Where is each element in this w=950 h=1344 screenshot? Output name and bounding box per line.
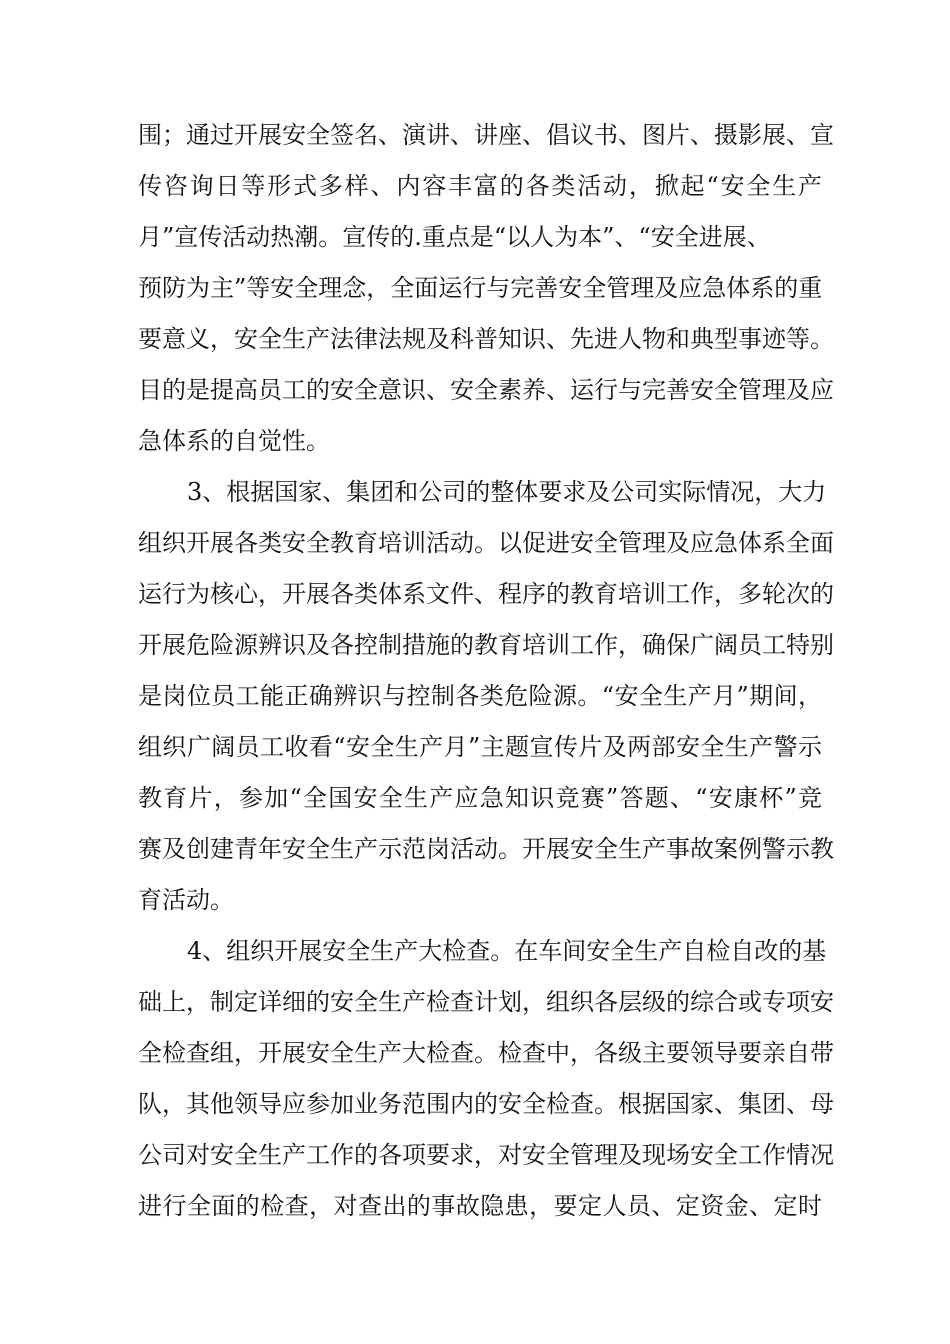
text-line: 预防为主”等安全理念，全面运行与完善安全管理及应急体系的重	[138, 274, 823, 302]
text-line: 教育片，参加“全国安全生产应急知识竞赛”答题、“安康杯”竞	[138, 784, 822, 812]
paragraph-3-first-line: 3、根据国家、集团和公司的整体要求及公司实际情况，大力	[187, 478, 827, 506]
text-line: 是岗位员工能正确辨识与控制各类危险源。“安全生产月”期间，	[138, 682, 822, 710]
text-line: 赛及创建青年安全生产示范岗活动。开展安全生产事故案例警示教	[138, 835, 834, 863]
paragraph-4-first-line: 4、组织开展安全生产大检查。在车间安全生产自检自改的基	[187, 937, 827, 965]
text-line: 传咨询日等形式多样、内容丰富的各类活动，掀起“安全生产	[138, 172, 822, 200]
text-line: 急体系的自觉性。	[138, 427, 330, 455]
text-line: 月”宣传活动热潮。宣传的.重点是“以人为本”、“安全进展、	[138, 223, 771, 251]
text-line: 组织广阔员工收看“安全生产月”主题宣传片及两部安全生产警示	[138, 733, 822, 761]
text-line: 础上，制定详细的安全生产检查计划，组织各层级的综合或专项安	[138, 988, 834, 1016]
text-line: 进行全面的检查，对查出的事故隐患，要定人员、定资金、定时	[138, 1192, 822, 1220]
text-line: 育活动。	[138, 886, 234, 914]
text-line: 队，其他领导应参加业务范围内的安全检查。根据国家、集团、母	[138, 1090, 834, 1118]
text-line: 目的是提高员工的安全意识、安全素养、运行与完善安全管理及应	[138, 376, 834, 404]
text-line: 组织开展各类安全教育培训活动。以促进安全管理及应急体系全面	[138, 529, 834, 557]
text-line: 围；通过开展安全签名、演讲、讲座、倡议书、图片、摄影展、宣	[138, 121, 834, 149]
text-line: 运行为核心，开展各类体系文件、程序的教育培训工作，多轮次的	[138, 580, 834, 608]
text-line: 开展危险源辨识及各控制措施的教育培训工作，确保广阔员工特别	[138, 631, 834, 659]
text-line: 公司对安全生产工作的各项要求，对安全管理及现场安全工作情况	[138, 1141, 834, 1169]
text-line: 要意义，安全生产法律法规及科普知识、先进人物和典型事迹等。	[138, 325, 834, 353]
text-line: 全检查组，开展安全生产大检查。检查中，各级主要领导要亲自带	[138, 1039, 834, 1067]
